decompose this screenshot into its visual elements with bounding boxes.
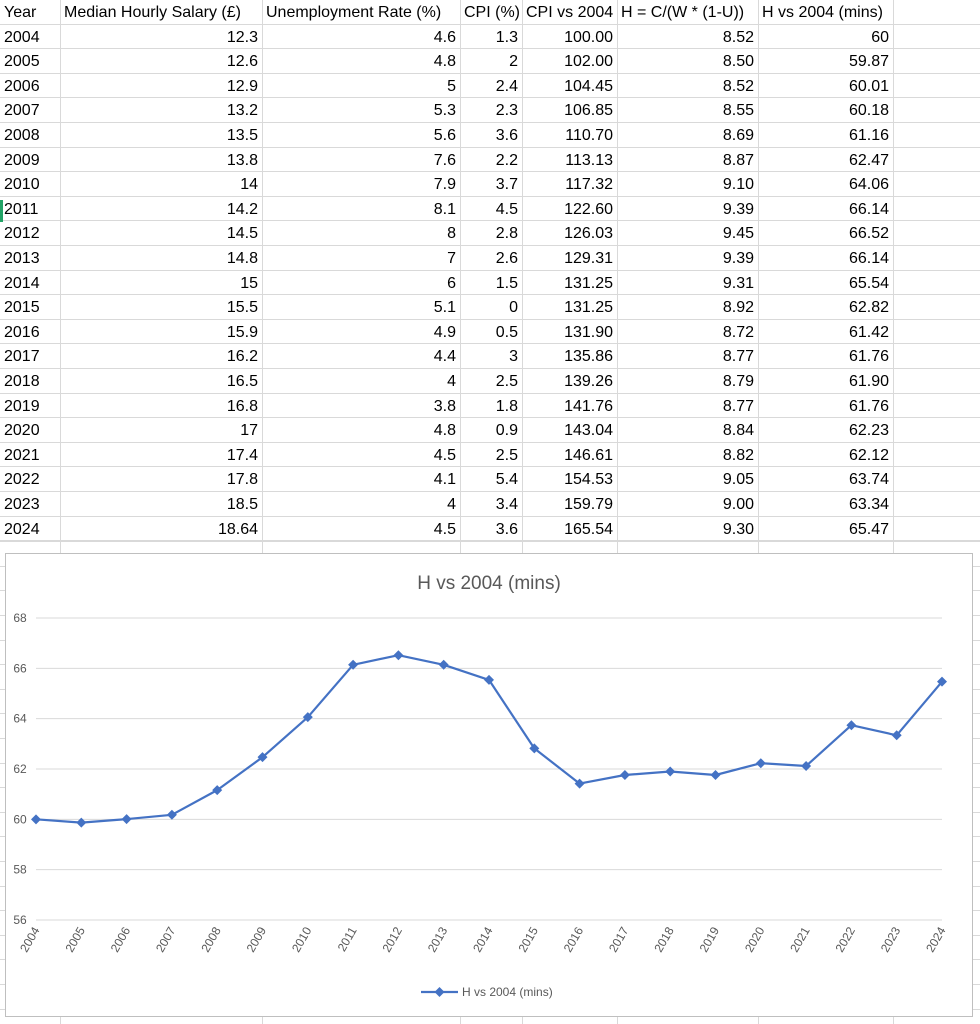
table-cell[interactable]: 65.54 [848, 274, 889, 292]
x-tick-label: 2017 [606, 924, 632, 955]
table-cell[interactable]: 5.1 [433, 299, 456, 317]
table-cell[interactable]: 8.69 [722, 127, 754, 144]
row-gridline [0, 541, 980, 542]
table-cell[interactable]: 2007 [4, 102, 40, 120]
x-tick-label: 2020 [741, 924, 768, 955]
table-cell[interactable]: 8.1 [433, 200, 456, 218]
table-cell[interactable]: 159.79 [564, 496, 613, 513]
table-cell[interactable]: 4.1 [433, 471, 456, 489]
table-cell[interactable]: 4 [447, 373, 456, 390]
table-cell[interactable]: 9.45 [722, 225, 754, 243]
table-cell[interactable]: 61.16 [848, 127, 889, 144]
table-cell[interactable]: 3.6 [495, 520, 518, 538]
y-tick-label: 64 [13, 711, 27, 726]
table-cell[interactable]: 2.5 [495, 446, 518, 464]
table-cell[interactable]: 1.8 [495, 397, 518, 415]
x-tick-label: 2024 [923, 924, 949, 955]
table-cell[interactable]: 60 [871, 28, 889, 46]
data-point [756, 758, 766, 768]
table-cell[interactable]: 2.4 [495, 77, 518, 95]
table-cell[interactable]: 3.7 [495, 176, 518, 194]
table-cell[interactable]: 2010 [4, 176, 40, 194]
table-cell[interactable]: 4.5 [433, 446, 456, 464]
x-tick-label: 2005 [62, 924, 88, 955]
legend-marker [435, 987, 445, 997]
x-tick-label: 2009 [243, 924, 270, 955]
table-cell[interactable]: 146.61 [564, 446, 613, 464]
table-cell[interactable]: 0 [509, 299, 518, 317]
table-cell[interactable]: 0.9 [495, 422, 518, 440]
table-row [0, 148, 980, 173]
table-row [0, 221, 980, 246]
column-header[interactable]: H vs 2004 (mins) [762, 4, 883, 21]
table-cell[interactable]: 110.70 [565, 127, 613, 144]
x-tick-label: 2016 [560, 924, 587, 955]
column-header[interactable]: Median Hourly Salary (£) [64, 4, 241, 21]
x-tick-label: 2008 [198, 924, 224, 955]
y-tick-label: 66 [13, 661, 27, 676]
table-cell[interactable]: 2005 [4, 53, 40, 71]
table-cell[interactable]: 2.3 [495, 102, 518, 120]
table-cell[interactable]: 2014 [4, 274, 40, 292]
table-cell[interactable]: 4.8 [433, 422, 456, 440]
column-header[interactable]: CPI (%) [464, 4, 520, 21]
table-cell[interactable]: 3.6 [495, 127, 518, 144]
table-cell[interactable]: 66.14 [848, 200, 889, 218]
table-cell[interactable]: 2015 [4, 299, 40, 317]
column-header[interactable]: CPI vs 2004 [526, 4, 614, 21]
table-cell[interactable]: 7.9 [433, 176, 456, 194]
y-tick-label: 62 [13, 762, 27, 776]
table-cell[interactable]: 8.92 [722, 299, 754, 317]
table-row [0, 98, 980, 123]
table-row [0, 49, 980, 74]
column-header[interactable]: Year [4, 4, 37, 21]
table-cell[interactable]: 2006 [4, 77, 40, 95]
table-row [0, 394, 980, 419]
table-cell[interactable]: 7.6 [433, 151, 456, 169]
table-cell[interactable]: 5.6 [433, 127, 456, 144]
table-cell[interactable]: 126.03 [564, 225, 613, 243]
table-cell[interactable]: 63.74 [848, 471, 889, 489]
table-cell[interactable]: 9.00 [722, 496, 754, 513]
table-cell[interactable]: 3 [509, 348, 518, 366]
table-cell[interactable]: 0.5 [495, 323, 518, 341]
table-cell[interactable]: 8.50 [722, 53, 754, 71]
chart-title: H vs 2004 (mins) [417, 573, 561, 594]
data-point [122, 814, 132, 824]
table-cell[interactable]: 14.8 [226, 250, 258, 267]
x-tick-label: 2014 [470, 924, 496, 955]
table-cell[interactable]: 2019 [4, 397, 40, 415]
table-cell[interactable]: 2018 [4, 373, 40, 390]
table-cell[interactable]: 135.86 [564, 348, 613, 366]
y-tick-label: 56 [13, 913, 27, 927]
table-cell[interactable]: 3.4 [495, 496, 518, 513]
table-cell[interactable]: 2011 [4, 200, 39, 218]
column-header[interactable]: Unemployment Rate (%) [266, 4, 442, 21]
table-cell[interactable]: 13.5 [226, 127, 258, 144]
x-tick-label: 2015 [515, 924, 541, 955]
table-cell[interactable]: 7 [447, 250, 456, 267]
table-cell[interactable]: 143.04 [564, 422, 613, 440]
table-cell[interactable]: 2012 [4, 225, 40, 243]
table-cell[interactable]: 2004 [4, 28, 40, 46]
table-cell[interactable]: 131.25 [564, 274, 613, 292]
table-cell[interactable]: 100.00 [564, 28, 613, 46]
table-cell[interactable]: 5.3 [433, 102, 456, 120]
table-cell[interactable]: 14 [240, 176, 258, 194]
x-tick-label: 2006 [107, 924, 134, 955]
selection-indicator [0, 200, 3, 222]
table-cell[interactable]: 2.8 [495, 225, 518, 243]
table-cell[interactable]: 61.90 [848, 373, 889, 390]
table-cell[interactable]: 8.72 [722, 323, 754, 341]
table-cell[interactable]: 4.8 [433, 53, 456, 71]
x-tick-label: 2004 [17, 924, 43, 955]
table-cell[interactable]: 8.55 [722, 102, 754, 120]
table-cell[interactable]: 12.9 [226, 77, 258, 95]
table-row [0, 344, 980, 369]
table-cell[interactable]: 106.85 [564, 102, 613, 120]
table-cell[interactable]: 8 [447, 225, 456, 243]
table-cell[interactable]: 8.77 [722, 348, 754, 366]
y-tick-label: 58 [13, 862, 27, 877]
table-cell[interactable]: 62.12 [848, 446, 889, 464]
table-row [0, 25, 980, 50]
x-tick-label: 2023 [877, 924, 904, 955]
table-cell[interactable]: 61.76 [848, 397, 889, 415]
x-tick-label: 2013 [424, 924, 451, 955]
y-tick-label: 68 [13, 611, 27, 625]
table-cell[interactable]: 2013 [4, 250, 40, 267]
table-cell[interactable]: 141.76 [564, 397, 613, 415]
table-cell[interactable]: 18.64 [217, 520, 258, 538]
table-cell[interactable]: 2022 [4, 471, 40, 489]
chart-svg [6, 554, 972, 1016]
table-cell[interactable]: 9.05 [722, 471, 754, 489]
table-cell[interactable]: 2.6 [495, 250, 518, 267]
table-cell[interactable]: 104.45 [564, 77, 613, 95]
table-cell[interactable]: 62.47 [848, 151, 889, 169]
table-cell[interactable]: 18.5 [226, 496, 258, 513]
table-cell[interactable]: 60.18 [848, 102, 889, 120]
table-cell[interactable]: 16.8 [226, 397, 258, 415]
data-point [620, 770, 630, 780]
table-row [0, 74, 980, 99]
legend-label: H vs 2004 (mins) [462, 985, 553, 999]
table-cell[interactable]: 15 [240, 274, 258, 292]
table-cell[interactable]: 122.60 [564, 200, 613, 218]
data-point [665, 767, 675, 777]
x-tick-label: 2019 [696, 924, 723, 955]
table-cell[interactable]: 63.34 [848, 496, 889, 513]
table-cell[interactable]: 4 [447, 496, 456, 513]
table-cell[interactable]: 61.76 [848, 348, 889, 366]
table-cell[interactable]: 3.8 [433, 397, 456, 415]
table-cell[interactable]: 16.5 [226, 373, 258, 390]
table-cell[interactable]: 154.53 [564, 471, 613, 489]
table-row [0, 418, 980, 443]
table-cell[interactable]: 4.4 [433, 348, 456, 366]
table-cell[interactable]: 2.5 [495, 373, 518, 390]
table-row [0, 123, 980, 148]
table-cell[interactable]: 8.79 [722, 373, 754, 390]
table-cell[interactable]: 9.39 [722, 250, 754, 267]
table-row [0, 271, 980, 296]
table-cell[interactable]: 2024 [4, 520, 40, 538]
table-row [0, 517, 980, 542]
table-cell[interactable]: 61.42 [848, 323, 889, 341]
table-cell[interactable]: 1.5 [495, 274, 518, 292]
table-cell[interactable]: 66.52 [848, 225, 889, 243]
table-cell[interactable]: 4.5 [433, 520, 456, 538]
table-row [0, 443, 980, 468]
data-point [31, 814, 41, 824]
table-cell[interactable]: 8.52 [722, 77, 754, 95]
table-row [0, 492, 980, 517]
table-cell[interactable]: 129.31 [564, 250, 613, 267]
table-cell[interactable]: 13.8 [226, 151, 258, 169]
table-cell[interactable]: 139.26 [564, 373, 613, 390]
table-cell[interactable]: 113.13 [565, 151, 613, 169]
table-cell[interactable]: 6 [447, 274, 456, 292]
table-cell[interactable]: 2017 [4, 348, 40, 366]
table-cell[interactable]: 65.47 [848, 520, 889, 538]
table-row [0, 320, 980, 345]
table-cell[interactable]: 62.23 [848, 422, 889, 440]
x-tick-label: 2012 [379, 924, 405, 955]
table-row [0, 295, 980, 320]
table-cell[interactable]: 15.5 [226, 299, 258, 317]
table-cell[interactable]: 8.52 [722, 28, 754, 46]
x-tick-label: 2018 [651, 924, 677, 955]
header-row [0, 0, 980, 25]
table-cell[interactable]: 13.2 [226, 102, 258, 120]
table-cell[interactable]: 4.6 [433, 28, 456, 46]
table-cell[interactable]: 1.3 [495, 28, 518, 46]
table-cell[interactable]: 9.31 [722, 274, 754, 292]
data-point [393, 650, 403, 660]
table-cell[interactable]: 15.9 [226, 323, 258, 341]
table-row [0, 172, 980, 197]
column-header[interactable]: H = C/(W * (1-U)) [621, 4, 745, 21]
table-cell[interactable]: 8.82 [722, 446, 754, 464]
x-tick-label: 2021 [787, 924, 813, 955]
x-tick-label: 2010 [288, 924, 315, 955]
table-cell[interactable]: 4.9 [433, 323, 456, 341]
table-cell[interactable]: 12.3 [226, 28, 258, 46]
table-cell[interactable]: 17.4 [226, 446, 258, 464]
data-point [167, 810, 177, 820]
table-cell[interactable]: 17 [240, 422, 258, 440]
table-cell[interactable]: 2009 [4, 151, 40, 169]
table-cell[interactable]: 131.25 [564, 299, 613, 317]
table-cell[interactable]: 60.01 [848, 77, 889, 95]
table-cell[interactable]: 8.77 [722, 397, 754, 415]
table-row [0, 369, 980, 394]
table-cell[interactable]: 59.87 [848, 53, 889, 71]
table-cell[interactable]: 14.2 [226, 200, 258, 218]
table-cell[interactable]: 4.5 [495, 200, 518, 218]
table-cell[interactable]: 8.84 [722, 422, 754, 440]
x-tick-label: 2011 [334, 924, 360, 954]
table-cell[interactable]: 17.8 [226, 471, 258, 489]
table-cell[interactable]: 2016 [4, 323, 40, 341]
data-point [711, 770, 721, 780]
table-cell[interactable]: 14.5 [226, 225, 258, 243]
table-row [0, 246, 980, 271]
table-cell[interactable]: 12.6 [226, 53, 258, 71]
table-cell[interactable]: 66.14 [848, 250, 889, 267]
table-cell[interactable]: 117.32 [565, 176, 613, 194]
table-cell[interactable]: 5 [447, 77, 456, 95]
y-tick-label: 60 [13, 812, 27, 827]
table-row [0, 467, 980, 492]
table-cell[interactable]: 8.87 [722, 151, 754, 169]
table-cell[interactable]: 16.2 [226, 348, 258, 366]
table-cell[interactable]: 9.30 [722, 520, 754, 538]
table-cell[interactable]: 62.82 [848, 299, 889, 317]
table-cell[interactable]: 131.90 [564, 323, 613, 341]
table-cell[interactable]: 9.39 [722, 200, 754, 218]
table-cell[interactable]: 102.00 [564, 53, 613, 71]
table-cell[interactable]: 2.2 [495, 151, 518, 169]
table-cell[interactable]: 2021 [4, 446, 40, 464]
table-row [0, 197, 980, 222]
table-cell[interactable]: 64.06 [848, 176, 889, 194]
table-cell[interactable]: 165.54 [564, 520, 613, 538]
table-cell[interactable]: 2023 [4, 496, 40, 513]
table-cell[interactable]: 2020 [4, 422, 40, 440]
table-cell[interactable]: 2008 [4, 127, 40, 144]
x-tick-label: 2007 [153, 924, 179, 955]
x-tick-label: 2022 [832, 924, 858, 955]
table-cell[interactable]: 5.4 [495, 471, 518, 489]
line-chart[interactable] [5, 553, 973, 1017]
table-cell[interactable]: 2 [509, 53, 518, 71]
table-cell[interactable]: 9.10 [722, 176, 754, 194]
